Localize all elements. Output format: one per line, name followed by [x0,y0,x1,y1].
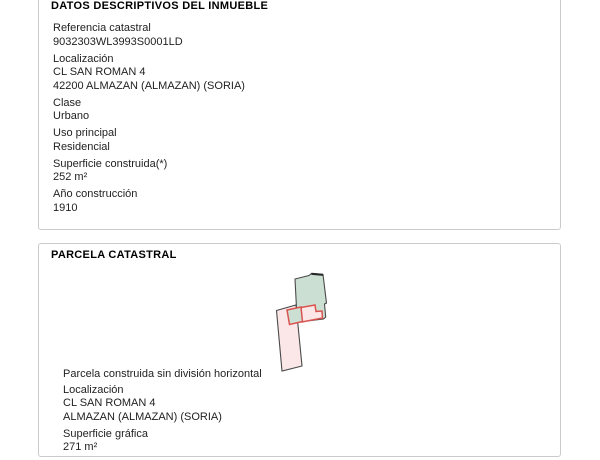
property-fields [53,22,548,215]
field-ano-construccion [53,188,548,215]
field-superficie-construida [53,158,548,185]
field-value: Parcela construida sin división horizontal [63,367,262,380]
parcel-fields [63,368,548,455]
cadastre-page [38,0,561,457]
field-value: CL SAN ROMAN 4 [53,66,146,78]
field-label: Superficie construida(*) [53,157,168,170]
field-value: 9032303WL3993S0001LD [53,35,183,48]
field-superficie-grafica [63,428,548,455]
field-label: Referencia catastral [53,22,151,34]
north-edge-segment [311,273,323,274]
field-label: Superficie gráfica [63,427,148,440]
field-value: Residencial [53,140,110,153]
building-part-west [287,307,303,325]
field-label: Localización [63,383,124,396]
field-value: 271 m² [63,441,98,453]
field-value: ALMAZAN (ALMAZAN) (SORIA) [63,410,222,423]
parcel-card-title: PARCELA CATASTRAL [51,249,177,261]
field-label: Año construcción [53,188,138,200]
field-referencia-catastral [53,22,548,49]
field-localizacion [53,53,548,94]
field-value: CL SAN ROMAN 4 [63,397,156,409]
field-label: Uso principal [53,127,117,139]
field-localizacion [63,384,548,425]
property-data-card [38,0,561,230]
property-card-title: DATOS DESCRIPTIVOS DEL INMUEBLE [51,0,269,12]
field-value: Urbano [53,110,90,122]
field-label: Clase [53,96,82,109]
field-clase [53,97,548,124]
field-uso-principal [53,127,548,154]
field-parcel-note [63,368,548,382]
parcel-card [38,243,561,457]
field-value: 1910 [53,201,78,214]
field-label: Localización [53,52,114,65]
field-value: 42200 ALMAZAN (ALMAZAN) (SORIA) [53,79,245,92]
field-value: 252 m² [53,171,88,183]
cadastral-parcel-map [267,266,333,372]
